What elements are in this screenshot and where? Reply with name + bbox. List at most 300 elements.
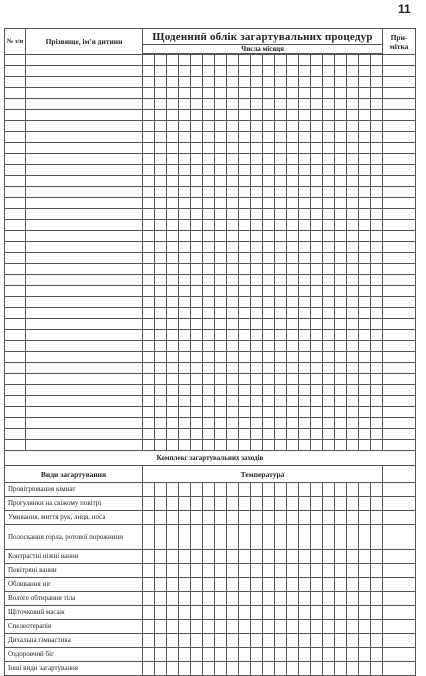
day-cell [335, 341, 347, 352]
day-cell [335, 396, 347, 407]
temperature-cell [371, 592, 383, 606]
temperature-cell [155, 525, 167, 550]
day-cell [251, 418, 263, 429]
temperature-cell [335, 511, 347, 525]
day-cell [311, 341, 323, 352]
day-cell [155, 418, 167, 429]
row-number-cell [5, 429, 26, 440]
day-cell [287, 319, 299, 330]
day-cell [299, 77, 311, 88]
day-cell [203, 132, 215, 143]
day-cell [347, 99, 359, 110]
day-cell [143, 330, 155, 341]
day-cell [263, 55, 275, 66]
temperature-cell [371, 662, 383, 676]
day-cell [215, 242, 227, 253]
day-cell [263, 297, 275, 308]
day-cell [323, 154, 335, 165]
day-cell [167, 220, 179, 231]
day-cell [347, 341, 359, 352]
day-cell [215, 220, 227, 231]
day-cell [239, 363, 251, 374]
day-cell [299, 363, 311, 374]
day-cell [347, 187, 359, 198]
temperature-cell [311, 634, 323, 648]
day-cell [179, 143, 191, 154]
day-cell [323, 99, 335, 110]
day-cell [323, 352, 335, 363]
day-cell [287, 165, 299, 176]
temperature-cell [287, 511, 299, 525]
child-name-cell [26, 121, 143, 132]
day-cell [251, 66, 263, 77]
day-cell [155, 319, 167, 330]
temperature-cell [203, 606, 215, 620]
grid-row [5, 352, 416, 363]
day-cell [179, 55, 191, 66]
day-cell [239, 176, 251, 187]
day-cell [299, 418, 311, 429]
procedure-note-cell [383, 564, 416, 578]
day-cell [143, 77, 155, 88]
day-cell [167, 110, 179, 121]
day-cell [203, 407, 215, 418]
temperature-cell [299, 497, 311, 511]
child-name-header: Прізвище, ім'я дитини [26, 29, 143, 55]
temperature-cell [143, 511, 155, 525]
temperature-cell [251, 564, 263, 578]
day-cell [335, 110, 347, 121]
procedure-note-cell [383, 620, 416, 634]
day-cell [299, 385, 311, 396]
temperature-cell [239, 578, 251, 592]
day-cell [143, 286, 155, 297]
day-cell [227, 99, 239, 110]
day-cell [275, 341, 287, 352]
temperature-cell [335, 592, 347, 606]
day-cell [371, 187, 383, 198]
day-cell [299, 429, 311, 440]
day-cell [263, 352, 275, 363]
day-cell [371, 396, 383, 407]
day-cell [323, 297, 335, 308]
day-cell [239, 396, 251, 407]
day-cell [251, 429, 263, 440]
day-cell [155, 407, 167, 418]
day-cell [263, 154, 275, 165]
day-cell [263, 374, 275, 385]
day-cell [263, 363, 275, 374]
day-cell [215, 385, 227, 396]
temperature-cell [203, 483, 215, 497]
day-cell [227, 154, 239, 165]
procedure-row [5, 483, 416, 497]
day-cell [239, 253, 251, 264]
day-cell [215, 99, 227, 110]
day-cell [335, 286, 347, 297]
day-cell [359, 440, 371, 451]
day-cell [311, 220, 323, 231]
day-cell [359, 77, 371, 88]
day-cell [179, 374, 191, 385]
day-cell [251, 198, 263, 209]
day-cell [287, 418, 299, 429]
child-name-cell [26, 308, 143, 319]
day-cell [167, 165, 179, 176]
day-cell [323, 341, 335, 352]
note-cell [383, 220, 416, 231]
day-cell [347, 286, 359, 297]
day-cell [299, 154, 311, 165]
procedure-note-cell [383, 662, 416, 676]
day-cell [167, 242, 179, 253]
day-cell [215, 88, 227, 99]
temperature-cell [359, 592, 371, 606]
day-cell [359, 66, 371, 77]
day-cell [143, 396, 155, 407]
temperature-cell [191, 564, 203, 578]
row-number-cell [5, 165, 26, 176]
day-cell [359, 110, 371, 121]
row-number-cell [5, 330, 26, 341]
child-name-cell [26, 143, 143, 154]
grid-row [5, 132, 416, 143]
day-cell [275, 110, 287, 121]
procedure-name: Обливання ніг [5, 578, 143, 592]
grid-row [5, 319, 416, 330]
day-cell [251, 352, 263, 363]
day-cell [251, 363, 263, 374]
row-number-cell [5, 209, 26, 220]
day-cell [347, 275, 359, 286]
temperature-cell [311, 497, 323, 511]
day-cell [359, 176, 371, 187]
day-cell [191, 55, 203, 66]
day-cell [311, 77, 323, 88]
row-number-cell [5, 253, 26, 264]
day-cell [191, 154, 203, 165]
temperature-cell [263, 511, 275, 525]
day-cell [155, 154, 167, 165]
day-cell [203, 88, 215, 99]
note-cell [383, 374, 416, 385]
day-cell [299, 352, 311, 363]
child-name-cell [26, 330, 143, 341]
temperature-cell [335, 550, 347, 564]
day-cell [311, 308, 323, 319]
day-cell [191, 121, 203, 132]
day-cell [359, 187, 371, 198]
day-cell [275, 374, 287, 385]
day-cell [143, 209, 155, 220]
day-cell [191, 429, 203, 440]
day-cell [347, 418, 359, 429]
grid-row [5, 66, 416, 77]
day-cell [335, 187, 347, 198]
day-cell [191, 264, 203, 275]
day-cell [215, 308, 227, 319]
child-name-cell [26, 385, 143, 396]
temperature-cell [179, 483, 191, 497]
temperature-cell [179, 525, 191, 550]
day-cell [359, 363, 371, 374]
row-number-cell [5, 143, 26, 154]
temperature-cell [311, 606, 323, 620]
temperature-cell [323, 634, 335, 648]
day-cell [179, 407, 191, 418]
day-cell [143, 88, 155, 99]
day-cell [299, 99, 311, 110]
day-cell [323, 121, 335, 132]
note-cell [383, 352, 416, 363]
day-cell [275, 297, 287, 308]
day-cell [299, 165, 311, 176]
day-cell [143, 264, 155, 275]
day-cell [155, 198, 167, 209]
temperature-cell [191, 606, 203, 620]
day-cell [227, 209, 239, 220]
day-cell [371, 77, 383, 88]
day-cell [215, 132, 227, 143]
child-name-cell [26, 440, 143, 451]
day-cell [263, 385, 275, 396]
day-cell [239, 143, 251, 154]
day-cell [251, 110, 263, 121]
day-cell [299, 143, 311, 154]
day-cell [371, 198, 383, 209]
day-cell [275, 396, 287, 407]
day-cell [335, 143, 347, 154]
day-cell [179, 330, 191, 341]
day-cell [275, 220, 287, 231]
day-cell [251, 396, 263, 407]
row-number-cell [5, 341, 26, 352]
day-cell [227, 176, 239, 187]
day-cell [263, 407, 275, 418]
temperature-cell [167, 634, 179, 648]
day-cell [179, 429, 191, 440]
day-cell [287, 187, 299, 198]
procedure-row [5, 511, 416, 525]
row-number-cell [5, 66, 26, 77]
day-cell [167, 407, 179, 418]
note-cell [383, 363, 416, 374]
day-cell [251, 187, 263, 198]
day-cell [335, 363, 347, 374]
day-cell [215, 330, 227, 341]
day-cell [167, 385, 179, 396]
day-cell [155, 220, 167, 231]
day-cell [203, 385, 215, 396]
grid-row [5, 440, 416, 451]
day-cell [251, 132, 263, 143]
row-number-cell [5, 55, 26, 66]
temperature-cell [323, 483, 335, 497]
day-cell [287, 330, 299, 341]
day-cell [143, 297, 155, 308]
day-cell [323, 440, 335, 451]
day-cell [215, 396, 227, 407]
temperature-cell [143, 606, 155, 620]
day-cell [227, 253, 239, 264]
day-cell [275, 440, 287, 451]
day-cell [275, 231, 287, 242]
day-cell [347, 385, 359, 396]
day-cell [299, 308, 311, 319]
temperature-cell [275, 662, 287, 676]
child-name-cell [26, 88, 143, 99]
temperature-cell [239, 662, 251, 676]
day-cell [155, 77, 167, 88]
day-cell [191, 198, 203, 209]
day-cell [167, 374, 179, 385]
day-cell [359, 99, 371, 110]
temperature-cell [239, 483, 251, 497]
child-name-cell [26, 77, 143, 88]
temperature-cell [275, 525, 287, 550]
temperature-cell [263, 578, 275, 592]
temperature-cell [299, 483, 311, 497]
day-cell [323, 110, 335, 121]
day-cell [347, 154, 359, 165]
day-cell [275, 407, 287, 418]
day-cell [299, 110, 311, 121]
grid-row [5, 341, 416, 352]
day-cell [179, 275, 191, 286]
temperature-cell [239, 550, 251, 564]
grid-row [5, 253, 416, 264]
procedure-name: Контрастні ніжні ванни [5, 550, 143, 564]
temperature-cell [347, 620, 359, 634]
day-cell [251, 385, 263, 396]
temperature-cell [143, 634, 155, 648]
day-cell [323, 77, 335, 88]
day-cell [227, 143, 239, 154]
day-cell [347, 231, 359, 242]
day-cell [179, 154, 191, 165]
day-cell [167, 396, 179, 407]
temperature-cell [263, 497, 275, 511]
day-cell [275, 363, 287, 374]
day-cell [179, 440, 191, 451]
day-cell [167, 341, 179, 352]
day-cell [191, 275, 203, 286]
day-cell [347, 253, 359, 264]
day-cell [143, 132, 155, 143]
row-number-cell [5, 264, 26, 275]
day-cell [239, 440, 251, 451]
temperature-cell [371, 620, 383, 634]
day-cell [275, 330, 287, 341]
day-cell [203, 440, 215, 451]
temperature-cell [371, 525, 383, 550]
day-cell [215, 275, 227, 286]
temperature-cell [155, 483, 167, 497]
temperature-cell [191, 578, 203, 592]
temperature-cell [323, 620, 335, 634]
row-number-cell [5, 99, 26, 110]
day-cell [299, 242, 311, 253]
day-cell [191, 352, 203, 363]
temperature-cell [359, 483, 371, 497]
temperature-cell [155, 592, 167, 606]
day-cell [215, 187, 227, 198]
day-cell [227, 165, 239, 176]
temperature-cell [347, 497, 359, 511]
day-cell [155, 374, 167, 385]
temperature-cell [275, 578, 287, 592]
day-cell [155, 209, 167, 220]
day-cell [371, 264, 383, 275]
child-name-cell [26, 418, 143, 429]
grid-row [5, 264, 416, 275]
row-number-cell [5, 198, 26, 209]
day-cell [287, 121, 299, 132]
day-cell [359, 429, 371, 440]
day-cell [167, 121, 179, 132]
day-cell [239, 418, 251, 429]
day-cell [179, 198, 191, 209]
procedure-note-cell [383, 511, 416, 525]
day-cell [179, 231, 191, 242]
temperature-cell [287, 578, 299, 592]
temperature-cell [203, 592, 215, 606]
row-number-cell [5, 374, 26, 385]
day-cell [359, 352, 371, 363]
day-cell [359, 286, 371, 297]
day-cell [251, 253, 263, 264]
procedure-name: Вологе обтирання тіла [5, 592, 143, 606]
temperature-cell [263, 634, 275, 648]
temperature-cell [335, 606, 347, 620]
temperature-cell [179, 620, 191, 634]
temperature-cell [263, 592, 275, 606]
temperature-cell [215, 620, 227, 634]
day-cell [299, 220, 311, 231]
day-cell [275, 165, 287, 176]
day-cell [323, 165, 335, 176]
temperature-cell [143, 483, 155, 497]
section-title: Комплекс загартувальних заходів [5, 451, 416, 466]
temperature-cell [215, 511, 227, 525]
day-cell [287, 352, 299, 363]
day-cell [251, 407, 263, 418]
procedure-note-header [383, 466, 416, 483]
temperature-cell [335, 525, 347, 550]
temperature-cell [263, 606, 275, 620]
temperature-cell [167, 483, 179, 497]
day-cell [179, 209, 191, 220]
note-cell [383, 286, 416, 297]
child-name-cell [26, 264, 143, 275]
child-name-cell [26, 374, 143, 385]
day-cell [251, 330, 263, 341]
day-cell [275, 88, 287, 99]
day-cell [191, 132, 203, 143]
day-cell [203, 330, 215, 341]
day-cell [347, 165, 359, 176]
day-cell [191, 341, 203, 352]
day-cell [191, 308, 203, 319]
day-cell [179, 121, 191, 132]
day-cell [263, 275, 275, 286]
temperature-cell [179, 634, 191, 648]
child-name-cell [26, 429, 143, 440]
procedure-note-cell [383, 578, 416, 592]
day-cell [167, 275, 179, 286]
child-name-cell [26, 187, 143, 198]
day-cell [287, 209, 299, 220]
